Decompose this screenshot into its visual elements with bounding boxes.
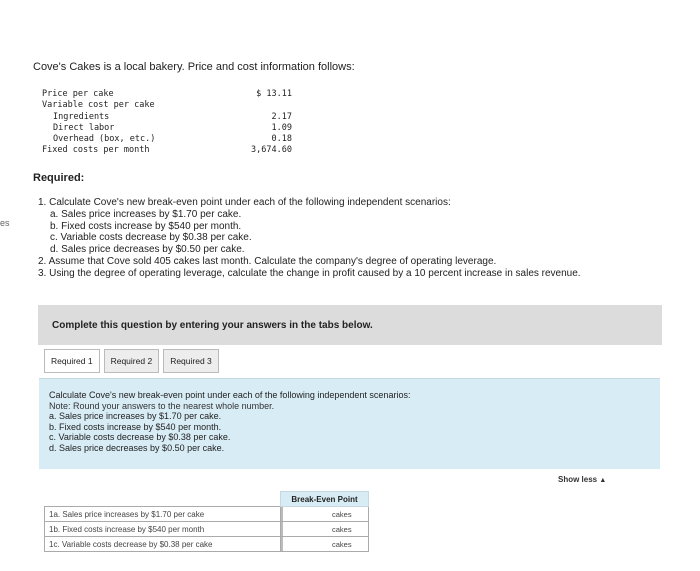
requirement-3: 3. Using the degree of operating leverage, calculate the change in profit caused by a 10 percent increase in sales revenue.: [38, 267, 581, 279]
header-spacer: [45, 492, 281, 507]
column-header: Break-Even Point: [281, 492, 369, 507]
row-description: 1a. Sales price increases by $1.70 per cake: [45, 507, 281, 522]
cost-value: $ 13.11: [256, 89, 292, 99]
panel-item-b: b. Fixed costs increase by $540 per month.: [49, 421, 222, 432]
cost-row: [42, 145, 292, 156]
cost-row: [42, 112, 292, 123]
panel-item-d: d. Sales price decreases by $0.50 per cake.: [49, 442, 225, 453]
requirement-1c: c. Variable costs decrease by $0.38 per cake.: [50, 232, 252, 244]
cost-row: [42, 123, 292, 134]
requirement-1d: d. Sales price decreases by $0.50 per cake.: [50, 244, 245, 256]
cost-row: [42, 89, 292, 100]
cost-label: Variable cost per cake: [42, 100, 155, 111]
show-less-label: Show less: [558, 475, 598, 484]
show-less-link[interactable]: [558, 475, 606, 484]
question-panel: [39, 378, 660, 469]
panel-instruction: Calculate Cove's new break-even point under each of the following independent scenarios:: [49, 390, 411, 400]
tab-required-1[interactable]: Required 1: [44, 349, 100, 373]
break-even-input[interactable]: [281, 522, 328, 536]
panel-item-a: a. Sales price increases by $1.70 per cake.: [49, 411, 222, 421]
cost-table: [42, 89, 292, 157]
panel-note: Note: Round your answers to the nearest whole number.: [49, 400, 275, 411]
cost-value: 0.18: [271, 134, 292, 145]
break-even-input[interactable]: [281, 507, 328, 521]
tab-required-2[interactable]: Required 2: [104, 349, 160, 373]
instruction-bar: [38, 305, 662, 345]
requirements-list: [38, 197, 678, 280]
cost-label: Fixed costs per month: [42, 145, 150, 156]
unit-label: cakes: [332, 509, 352, 519]
answer-table: [44, 491, 369, 552]
requirement-1a: a. Sales price increases by $1.70 per cake.: [50, 208, 242, 220]
tab-required-3[interactable]: Required 3: [163, 349, 219, 373]
cost-label: Direct labor: [53, 122, 115, 133]
table-row: [45, 522, 369, 537]
row-description: 1b. Fixed costs increase by $540 per month: [45, 522, 281, 537]
cost-value: 3,674.60: [251, 145, 292, 156]
cost-label: Price per cake: [42, 89, 114, 99]
requirement-1b: b. Fixed costs increase by $540 per month.: [50, 220, 242, 232]
requirement-2: 2. Assume that Cove sold 405 cakes last month. Calculate the company's degree of operating leverage.: [38, 255, 497, 267]
break-even-input[interactable]: [281, 537, 328, 551]
cost-row: [42, 100, 292, 111]
table-row: [45, 507, 369, 522]
cost-value: 1.09: [271, 122, 292, 133]
panel-item-c: c. Variable costs decrease by $0.38 per cake.: [49, 432, 231, 442]
requirement-1: 1. Calculate Cove's new break-even point under each of the following independent scenarios:: [38, 197, 451, 208]
cost-row: [42, 134, 292, 145]
cost-label: Ingredients: [53, 111, 110, 122]
tab-bar: [44, 349, 219, 373]
instruction-text: Complete this question by entering your answers in the tabs below.: [52, 319, 373, 331]
caret-up-icon: ▲: [599, 477, 607, 484]
table-row: [45, 537, 369, 552]
cost-value: 2.17: [271, 111, 292, 122]
unit-label: cakes: [332, 539, 352, 549]
unit-label: cakes: [332, 524, 352, 534]
edge-text: es: [0, 218, 10, 228]
cost-label: Overhead (box, etc.): [53, 134, 156, 145]
required-heading: Required:: [33, 172, 85, 184]
row-description: 1c. Variable costs decrease by $0.38 per cake: [45, 537, 281, 552]
intro-text: Cove's Cakes is a local bakery. Price and cost information follows:: [33, 61, 355, 73]
